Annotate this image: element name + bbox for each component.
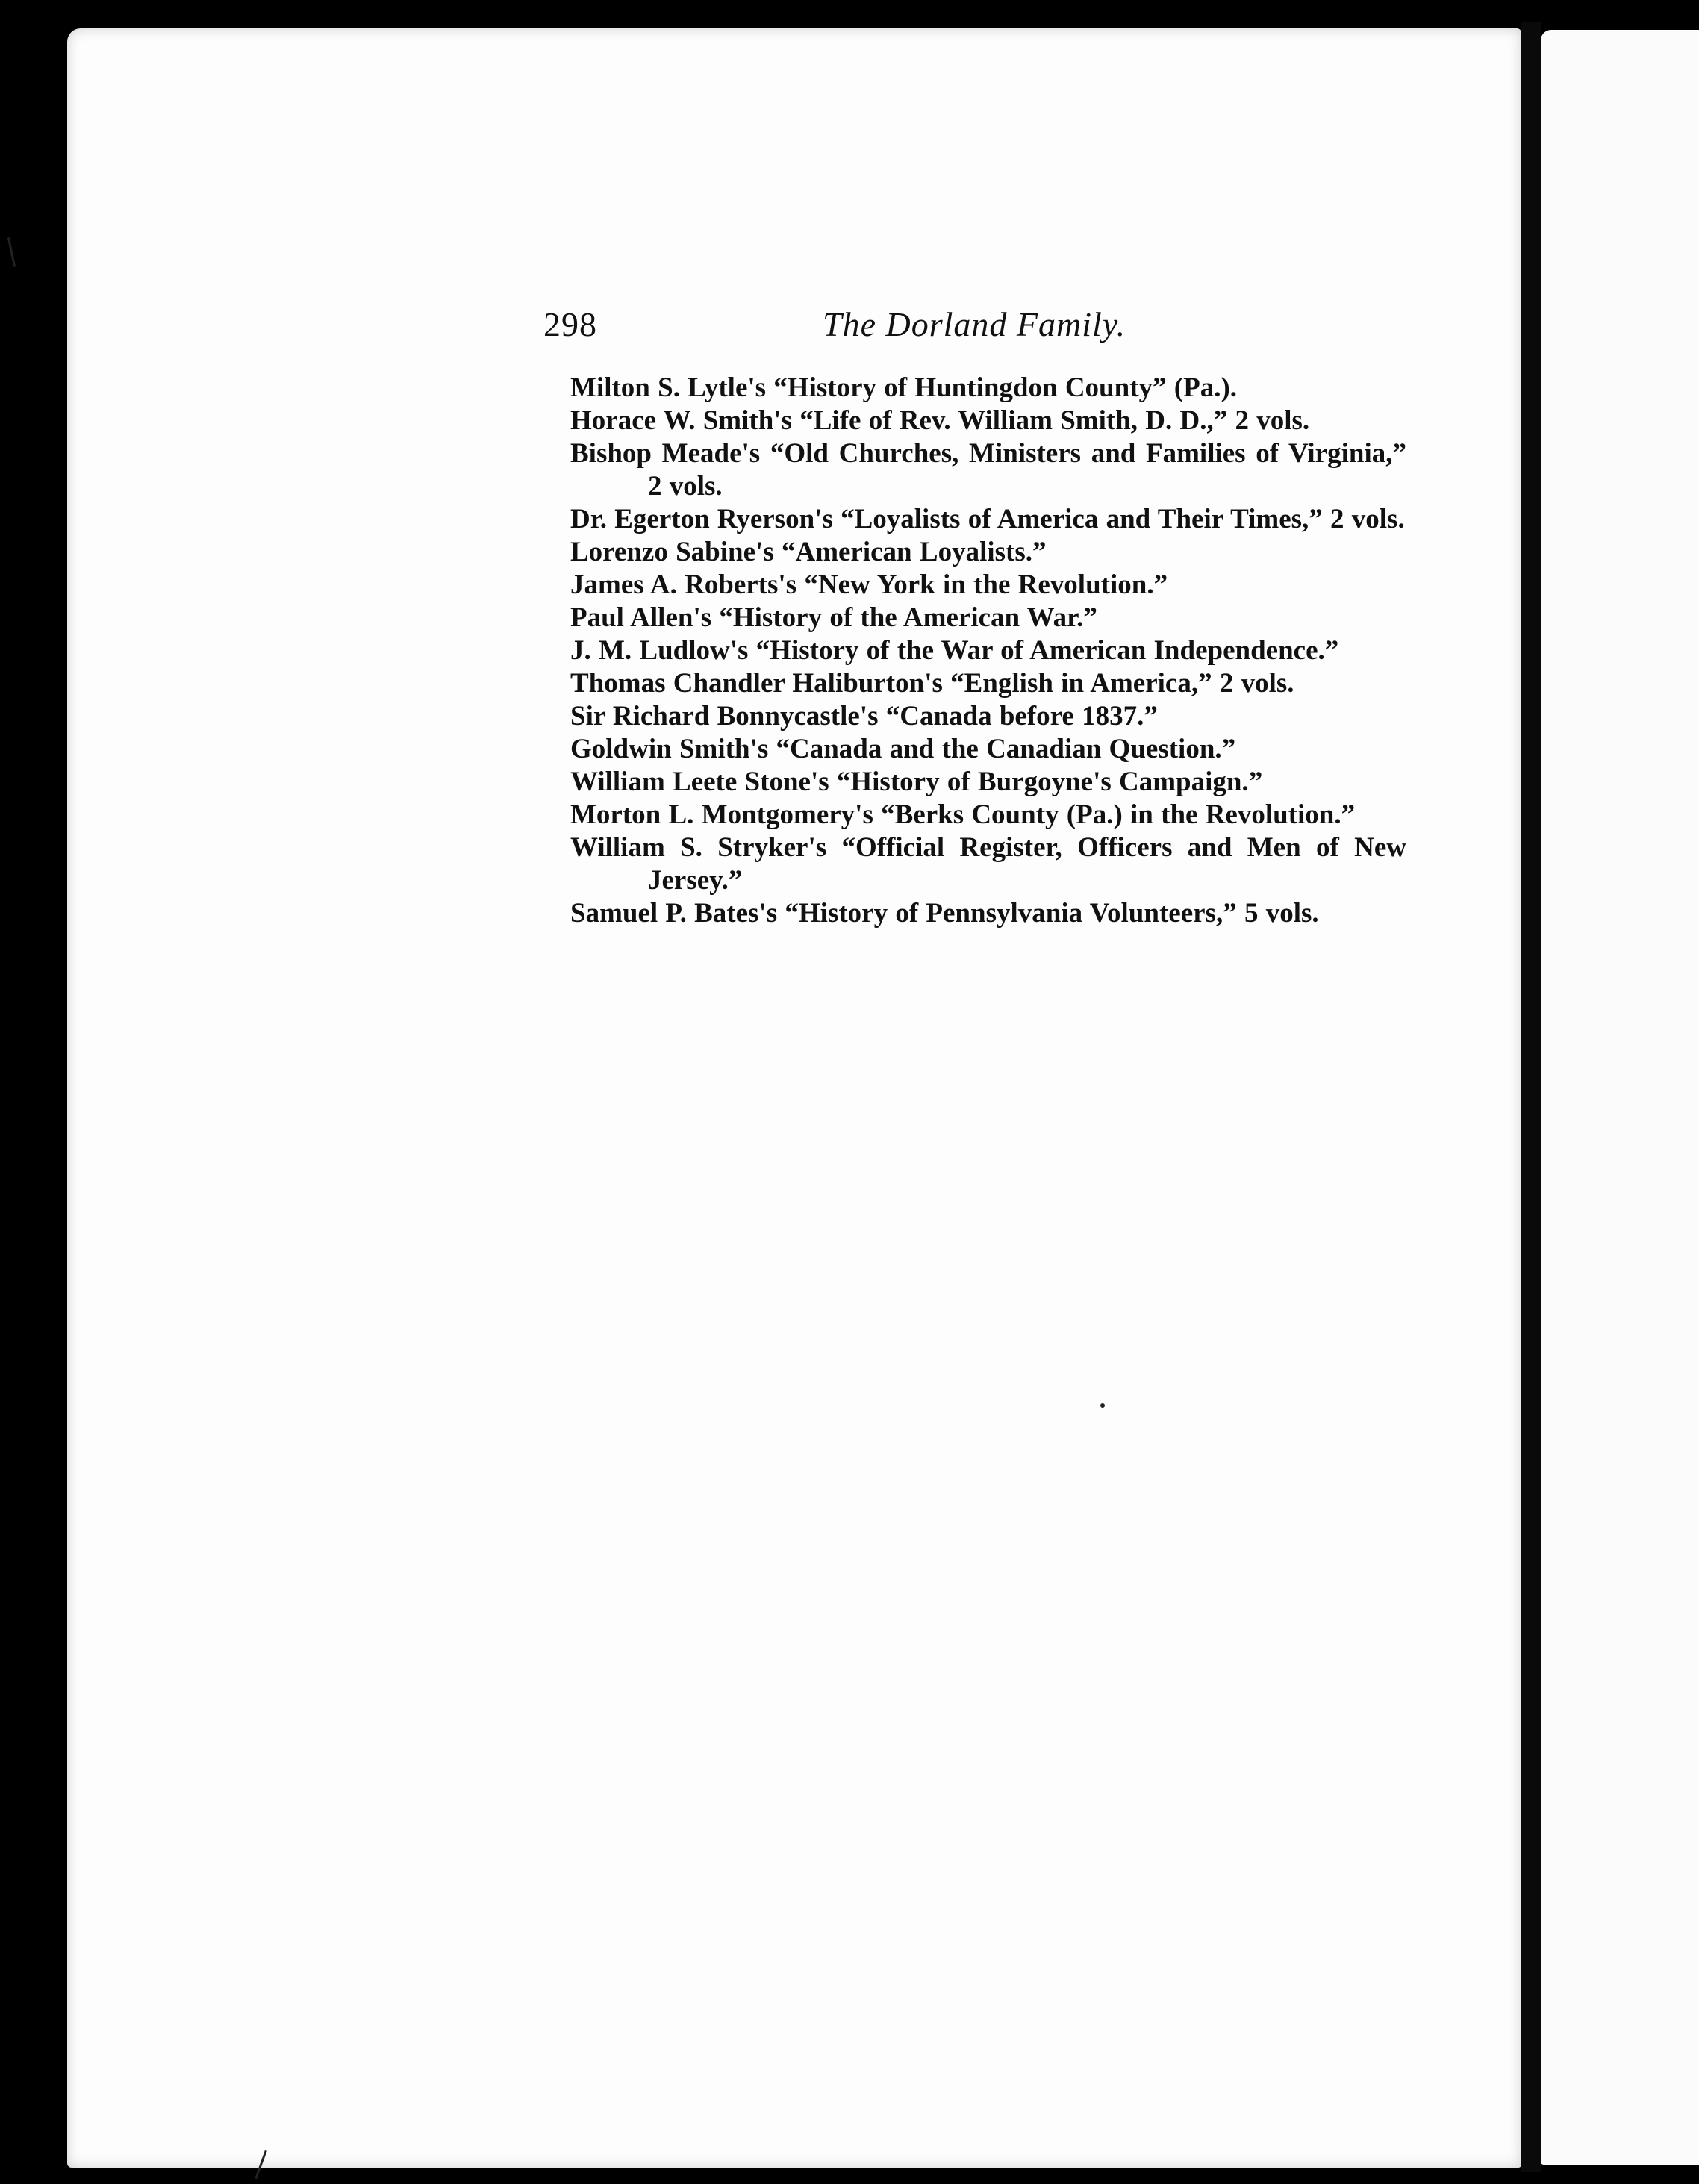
- bibliography-entry: Dr. Egerton Ryerson's “Loyalists of America and Their Times,” 2 vols.: [570, 504, 1405, 534]
- margin-mark: [7, 237, 16, 267]
- bibliography-entry: Paul Allen's “History of the American War.”: [570, 602, 1097, 633]
- bibliography-entry: Samuel P. Bates's “History of Pennsylvania Volunteers,” 5 vols.: [570, 898, 1319, 929]
- bibliography-entry: Goldwin Smith's “Canada and the Canadian Question.”: [570, 734, 1236, 764]
- bibliography-entry: Thomas Chandler Haliburton's “English in America,” 2 vols.: [570, 668, 1294, 699]
- bibliography-entry: Horace W. Smith's “Life of Rev. William Smith, D. D.,” 2 vols.: [570, 405, 1310, 436]
- bibliography-entry: William S. Stryker's “Official Register, Officers and Men of New Jersey.”: [570, 832, 1406, 896]
- bibliography-entry: Lorenzo Sabine's “American Loyalists.”: [570, 537, 1047, 567]
- page-number: 298: [543, 305, 597, 343]
- running-head: [543, 305, 1141, 357]
- bibliography-list: [570, 372, 1406, 930]
- running-title: The Dorland Family.: [823, 305, 1126, 343]
- print-speck: [1100, 1403, 1105, 1408]
- facing-page-edge: [1541, 30, 1699, 2165]
- bibliography-entry: Morton L. Montgomery's “Berks County (Pa.) in the Revolution.”: [570, 799, 1356, 830]
- bibliography-entry: Sir Richard Bonnycastle's “Canada before 1837.”: [570, 701, 1158, 731]
- bibliography-entry: James A. Roberts's “New York in the Revolution.”: [570, 570, 1168, 600]
- book-spine-gutter: [1521, 22, 1541, 2172]
- bibliography-entry: William Leete Stone's “History of Burgoyne's Campaign.”: [570, 767, 1263, 797]
- bibliography-entry: Bishop Meade's “Old Churches, Ministers and Families of Virginia,” 2 vols.: [570, 438, 1406, 502]
- bibliography-entry: J. M. Ludlow's “History of the War of American Independence.”: [570, 635, 1339, 666]
- bibliography-entry: Milton S. Lytle's “History of Huntingdon County” (Pa.).: [570, 372, 1238, 403]
